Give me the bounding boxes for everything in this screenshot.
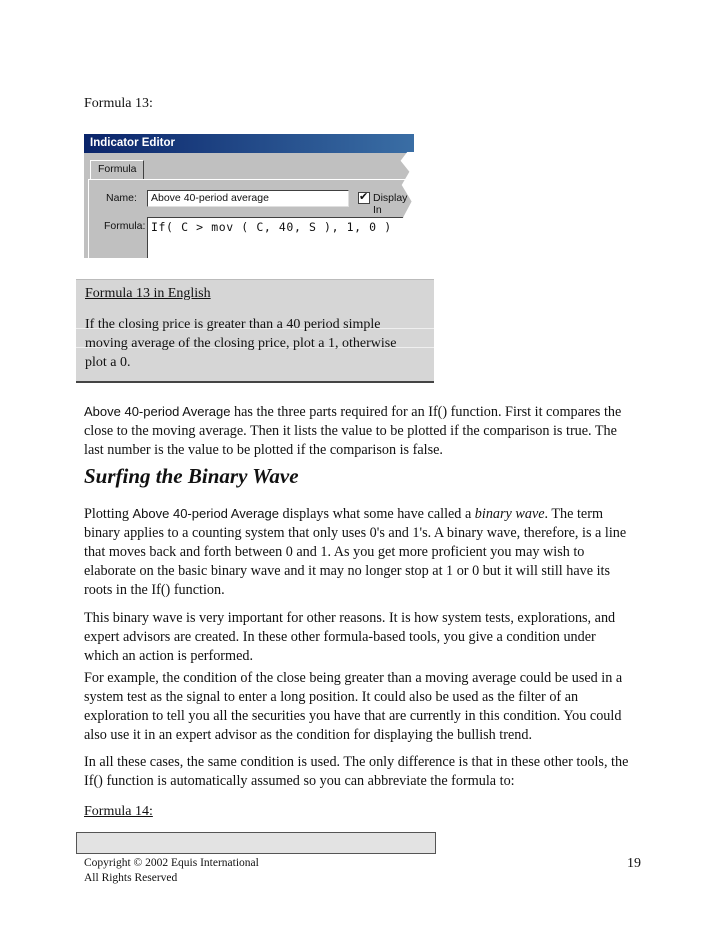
formula-textarea-value: If( C > mov ( C, 40, S ), 1, 0 ) <box>151 220 392 234</box>
paragraph-text: close to the moving average. Then it lists the value to be plotted if the comparison is true. The <box>84 423 617 439</box>
tab-formula-label: Formula <box>98 163 137 175</box>
section-heading: Surfing the Binary Wave <box>84 464 299 488</box>
paragraph-text: system test as the signal to enter a long position. It could also be used as the filter of an <box>84 689 579 705</box>
paragraph-binary-wave <box>84 504 644 600</box>
paragraph-text: that moves back and forth between 0 and 1. As you get more proficient you may wish to <box>84 544 585 560</box>
name-input-value: Above 40-period average <box>151 192 269 204</box>
display-in-label: Display In <box>373 192 408 216</box>
name-label: Name: <box>106 192 137 204</box>
tab-formula[interactable] <box>90 160 144 180</box>
paragraph-text: binary applies to a counting system that only uses 0's and 1's. A binary wave, therefore, is a line <box>84 525 627 541</box>
formula-field-label: Formula: <box>104 220 146 232</box>
english-box-line: moving average of the closing price, plot a 1, otherwise <box>85 336 397 351</box>
name-input[interactable] <box>147 190 349 207</box>
paragraph-text: has the three parts required for an If() function. First it compares the <box>230 404 622 420</box>
indicator-name-term: Above 40-period Average <box>132 506 279 521</box>
paragraph-system-tests <box>84 609 644 666</box>
formula-textarea[interactable] <box>147 217 414 258</box>
paragraph-text: If() function is automatically assumed so you can abbreviate the formula to: <box>84 773 515 789</box>
paragraph-if-function <box>84 402 644 460</box>
english-box-line: plot a 0. <box>85 355 131 370</box>
footer-copyright: Copyright © 2002 Equis International <box>84 857 259 869</box>
paragraph-example <box>84 669 644 745</box>
paragraph-text: expert advisors are created. In these other formula-based tools, you give a condition under <box>84 629 596 645</box>
indicator-editor-screenshot <box>84 134 414 258</box>
paragraph-text: This binary wave is very important for other reasons. It is how system tests, explorations, and <box>84 610 616 626</box>
paragraph-text: elaborate on the basic binary wave and it may no longer stop at 1 or 0 but it will still have its <box>84 563 610 579</box>
indicator-name-term: Above 40-period Average <box>84 404 231 419</box>
english-box-line: If the closing price is greater than a 40 period simple <box>85 317 381 332</box>
paragraph-text: also use it in an expert advisor as the condition for displaying the bullish trend. <box>84 727 533 743</box>
check-mark-icon: ✔ <box>359 190 369 203</box>
paragraph-text: displays what some have called a <box>278 506 475 522</box>
paragraph-text: . The term <box>544 506 603 522</box>
indicator-editor-title: Indicator Editor <box>90 137 175 149</box>
display-in-checkbox[interactable] <box>358 192 370 204</box>
paragraph-text: For example, the condition of the close being greater than a moving average could be used in a <box>84 670 623 686</box>
formula14-label: Formula 14: <box>84 804 153 819</box>
paragraph-text: which an action is performed. <box>84 648 254 664</box>
page-number: 19 <box>627 856 641 871</box>
paragraph-text: Plotting <box>84 506 133 522</box>
paragraph-text: last number is the value to be plotted if the comparison is false. <box>84 442 443 458</box>
paragraph-text: exploration to tell you all the securities you have that are currently in this condition. You could <box>84 708 622 724</box>
formula13-english-box <box>76 279 434 383</box>
indicator-editor-titlebar <box>84 134 414 153</box>
formula14-box <box>76 832 436 854</box>
english-box-title: Formula 13 in English <box>85 286 211 301</box>
formula13-label: Formula 13: <box>84 96 153 111</box>
paragraph-all-cases <box>84 753 644 791</box>
paragraph-text: In all these cases, the same condition is used. The only difference is that in these other tools, the <box>84 754 629 770</box>
binary-wave-term: binary wave <box>474 506 545 522</box>
footer-rights: All Rights Reserved <box>84 872 178 884</box>
paragraph-text: roots in the If() function. <box>84 582 225 598</box>
